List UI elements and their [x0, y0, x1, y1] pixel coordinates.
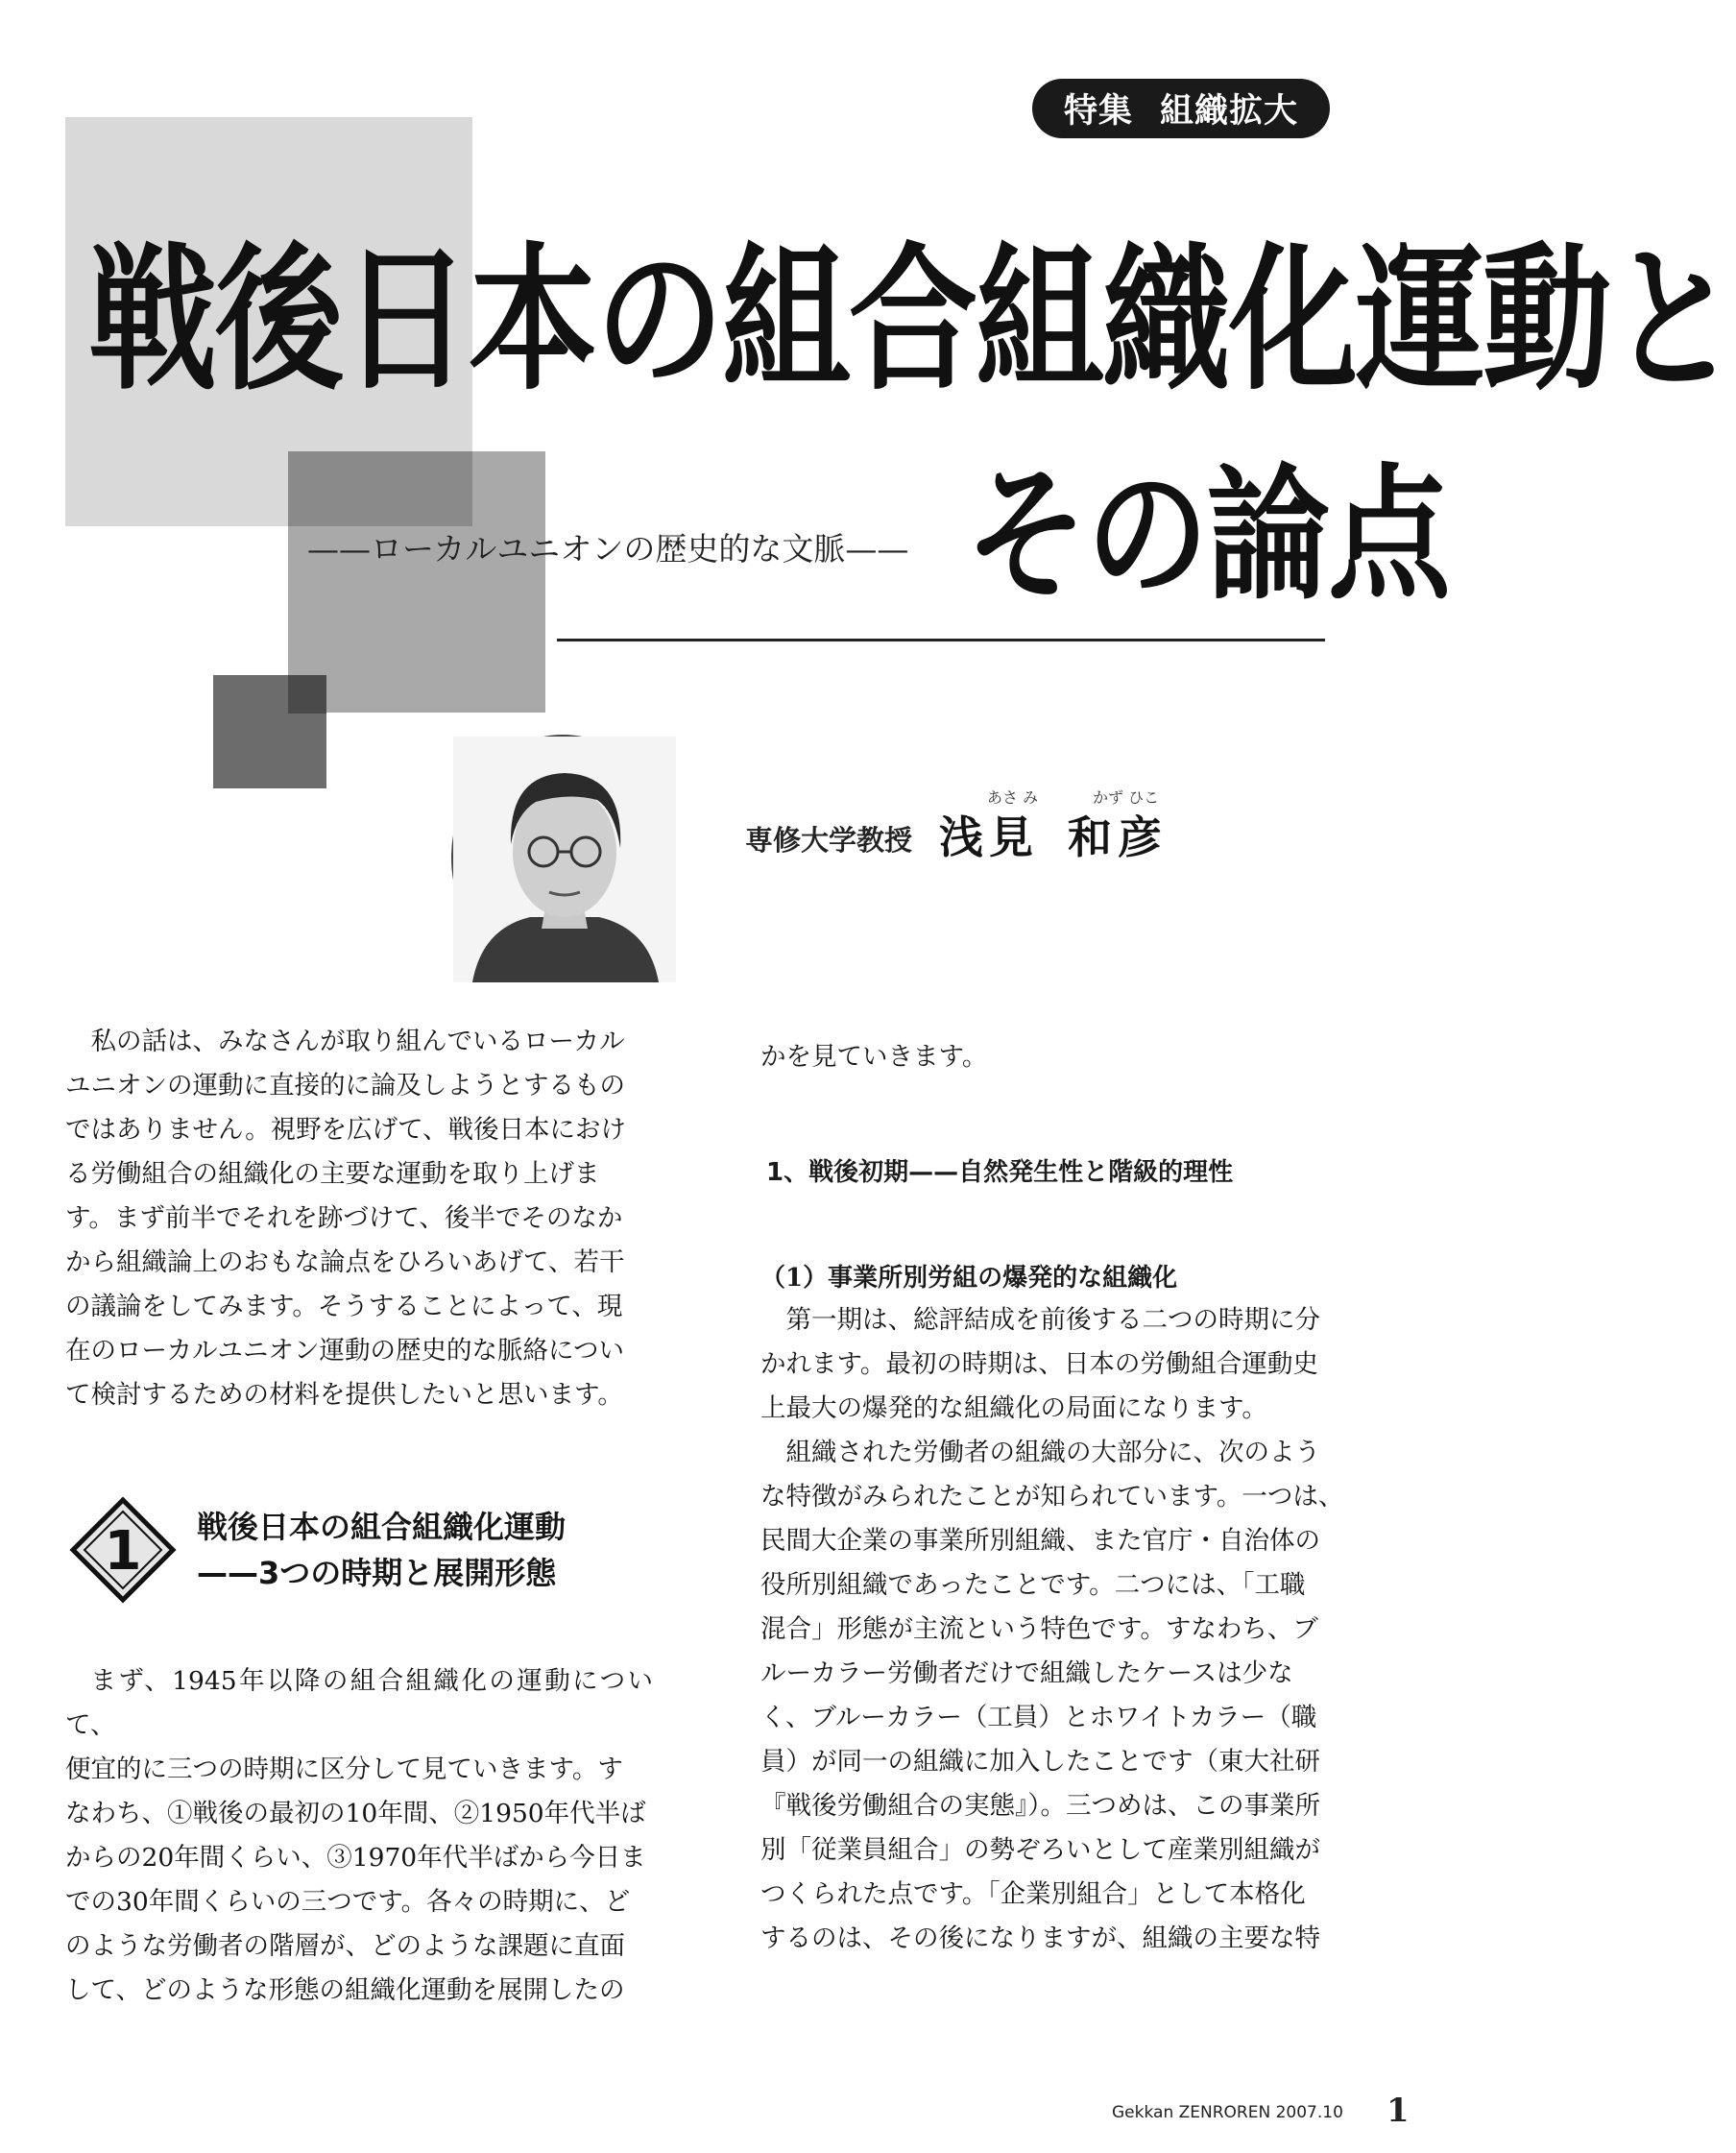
section1-line: なわち、①戦後の最初の10年間、②1950年代半ば — [65, 1799, 646, 1828]
intro-paragraph — [65, 1020, 653, 1417]
badge-label-feature: 特集 — [1063, 92, 1133, 131]
col2-line: かれます。最初の時期は、日本の労働組合運動史 — [760, 1349, 1318, 1379]
col2-line: 役所別組織であったことです。二つには、「工職 — [760, 1570, 1306, 1600]
section-number-icon — [69, 1496, 177, 1604]
section1-line: での30年間くらいの三つです。各々の時期に、ど — [65, 1887, 631, 1917]
col2-line: 組織された労働者の組織の大部分に、次のよう — [785, 1438, 1320, 1467]
author-surname: 浅見 — [939, 811, 1039, 863]
section1-line: のような労働者の階層が、どのような課題に直面 — [65, 1931, 625, 1961]
period1-heading: 1、戦後初期——自然発生性と階級的理性 — [766, 1158, 1234, 1187]
section-heading-line1: 戦後日本の組合組織化運動 — [197, 1509, 567, 1545]
col2-line: 第一期は、総評結成を前後する二つの時期に分 — [785, 1305, 1320, 1335]
author-given: 和彦 — [1068, 811, 1168, 863]
intro-line: 在のローカルユニオン運動の歴史的な脈絡につい — [65, 1336, 624, 1366]
badge-label-topic: 組織拡大 — [1160, 92, 1299, 131]
article-title-line1: 戦後日本の組合組織化運動と — [88, 229, 1736, 412]
col2-line: 『戦後労働組合の実態』）。三つめは、この事業所 — [760, 1791, 1320, 1821]
section-heading — [197, 1504, 566, 1596]
author-given-ruby: かず ひこ — [1093, 788, 1160, 807]
col2-first-line: かを見ていきます。 — [760, 1042, 988, 1072]
intro-line: 私の話は、みなさんが取り組んでいるローカル — [90, 1027, 625, 1056]
intro-line: の議論をしてみます。そうすることによって、現 — [65, 1292, 623, 1321]
intro-line: から組織論上のおもな論点をひろいあげて、若干 — [65, 1247, 625, 1277]
intro-line: る労働組合の組織化の主要な運動を取り上げま — [65, 1159, 600, 1189]
section1-line: 便宜的に三つの時期に区分して見ていきます。す — [65, 1754, 623, 1784]
article-title-line2: その論点 — [965, 451, 1450, 620]
col2-line: く、ブルーカラー（工員）とホワイトカラー（職 — [760, 1703, 1317, 1732]
subheading-1: （1）事業所別労組の爆発的な組織化 — [760, 1264, 1178, 1293]
author-name — [939, 803, 1168, 866]
col2-line: ルーカラー労働者だけで組織したケースは少な — [760, 1658, 1293, 1688]
col2-line: 別「従業員組合」の勢ぞろいとして産業別組織が — [760, 1835, 1320, 1865]
footer-magazine: Gekkan ZENROREN 2007.10 — [1112, 2103, 1343, 2122]
col2-line: するのは、その後になりますが、組織の主要な特 — [760, 1923, 1320, 1953]
section1-line: して、どのような形態の組織化運動を展開したの — [65, 1975, 625, 2005]
col2-line: 民間大企業の事業所別組織、また官庁・自治体の — [760, 1526, 1320, 1556]
intro-line: す。まず前半でそれを跡づけて、後半でそのなか — [65, 1203, 623, 1233]
section1-paragraph — [65, 1659, 653, 2013]
section-heading-line2: ——3つの時期と展開形態 — [197, 1555, 557, 1591]
feature-badge — [1032, 79, 1330, 138]
col2-line: つくられた点です。「企業別組合」として本格化 — [760, 1879, 1306, 1909]
section-number: 1 — [104, 1520, 142, 1583]
col2-line: 員）が同一の組織に加入したことです（東大社研 — [760, 1747, 1320, 1777]
col2-line: な特徴がみられたことが知られています。一つは、 — [760, 1482, 1344, 1512]
col2-paragraph — [760, 1298, 1348, 1961]
col2-line: 混合」形態が主流という特色です。すなわち、ブ — [760, 1614, 1318, 1644]
intro-line: て検討するための材料を提供したいと思います。 — [65, 1380, 623, 1410]
section1-line: まず、1945年以降の組合組織化の運動について、 — [65, 1666, 653, 1740]
article-subtitle: ——ローカルユニオンの歴史的な文脈—— — [307, 530, 909, 568]
intro-line: ではありません。視野を広げて、戦後日本におけ — [65, 1115, 627, 1145]
author-affiliation: 専修大学教授 — [745, 824, 913, 857]
col2-continuation — [760, 1035, 1348, 1079]
section1-line: からの20年間くらい、③1970年代半ばから今日ま — [65, 1843, 646, 1873]
author-photo — [451, 735, 674, 980]
col2-line: 上最大の爆発的な組織化の局面になります。 — [760, 1393, 1267, 1423]
title-rule — [557, 639, 1325, 641]
page-number: 1 — [1386, 2092, 1410, 2130]
author-surname-ruby: あさ み — [987, 788, 1039, 807]
author-portrait-icon — [453, 737, 676, 982]
intro-line: ユニオンの運動に直接的に論及しようとするもの — [65, 1071, 625, 1101]
decor-square-overlap — [288, 451, 472, 526]
decor-square-overlap-small — [288, 675, 326, 714]
